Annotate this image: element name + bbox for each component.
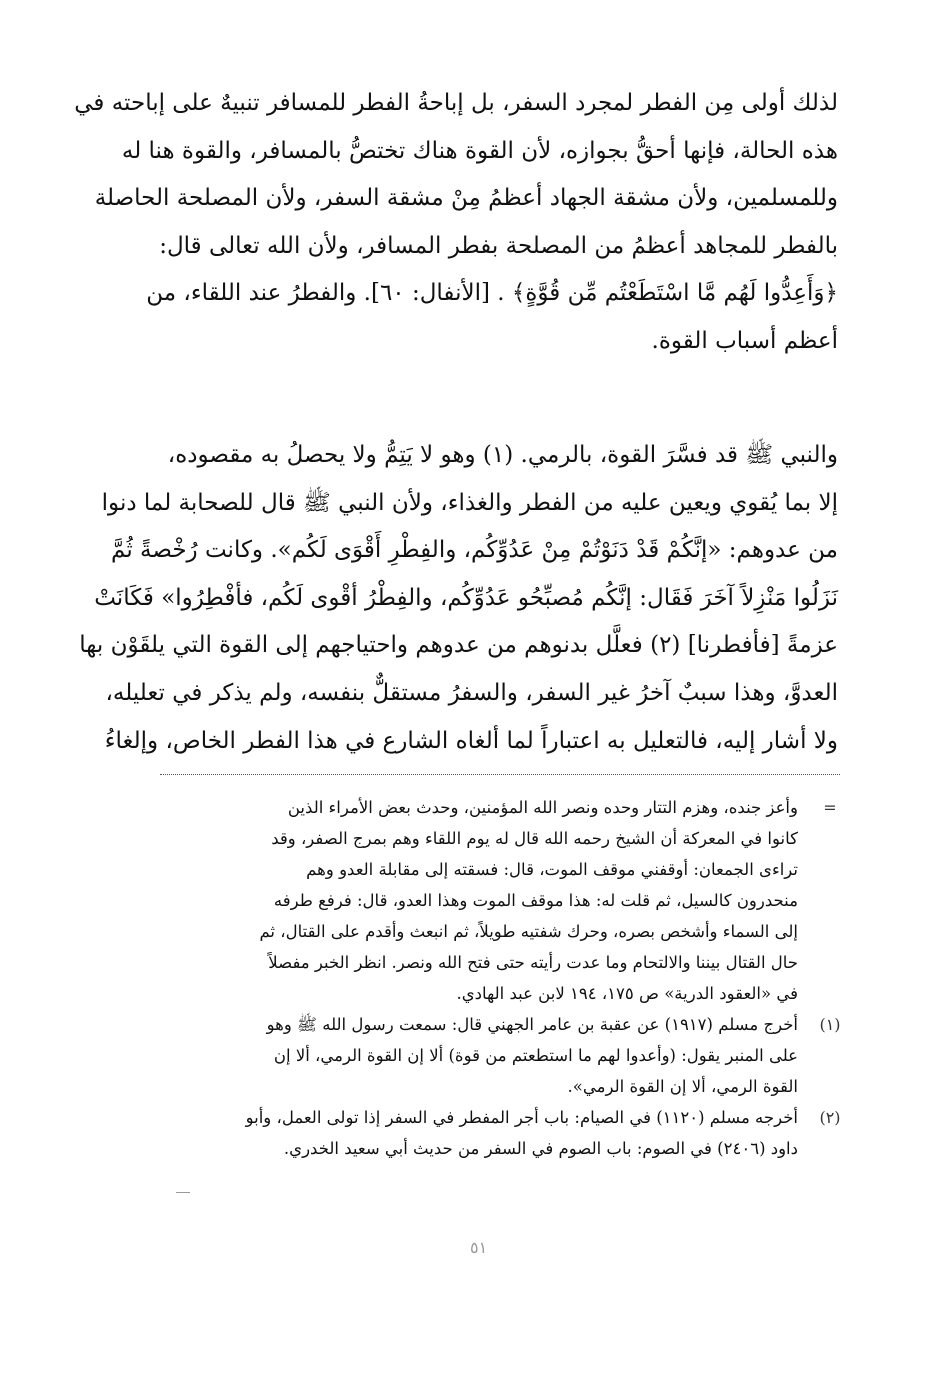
body-paragraph-1 [74,80,838,366]
decorative-dash [176,1192,190,1193]
text-line: والنبي ﷺ قد فسَّرَ القوة، بالرمي. (١) وهو لا يَتِمُّ ولا يحصلُ به مقصوده، [167,442,838,468]
footnote-line: حال القتال بيننا والالتحام وما عدت رأيته حتى فتح الله ونصر. انظر الخبر مفصلاً [268,953,798,972]
text-line: من عدوهم: «إنَّكُمْ قَدْ دَنَوْتُمْ مِنْ عَدُوِّكُم، والفِطْرِ أَقْوَى لَكُم». وكانت رُخْصةً ثُمَّ [111,537,838,564]
text-line: إلا بما يُقوي ويعين عليه من الفطر والغذاء، ولأن النبي ﷺ قال للصحابة لما دنوا [101,489,838,516]
footnote-marker: (٢) [819,1108,841,1127]
text-line: نَزَلُوا مَنْزِلاً آخَرَ فَقَال: إنَّكُم مُصبِّحُو عَدُوِّكُم، والفِطْرُ أقْوى لَكُم، فأفْطِرُوا» فَكَانَتْ [94,584,838,611]
text-line: العدوَّ، وهذا سببٌ آخرُ غير السفر، والسفرُ مستقلٌّ بنفسه، ولم يذكر في تعليله، [105,679,838,706]
page-number: ٥١ [470,1238,488,1257]
footnote-marker: (١) [819,1015,841,1034]
footnote-continued [160,792,850,1009]
footnote-line: أخرج مسلم (١٩١٧) عن عقبة بن عامر الجهني قال: سمعت رسول الله ﷺ وهو [266,1015,798,1034]
footnote-line: على المنبر يقول: (وأعدوا لهم ما استطعتم من قوة) ألا إن القوة الرمي، ألا إن [273,1046,798,1065]
footnote-line: أخرجه مسلم (١١٢٠) في الصيام: باب أجر المفطر في السفر إذا تولى العمل، وأبو [245,1108,798,1127]
text-line: بالفطر للمجاهد أعظمُ من المصلحة بفطر المسافر، ولأن الله تعالى قال: [159,232,838,259]
footnote-1 [160,1009,850,1102]
footnote-line: القوة الرمي، ألا إن القوة الرمي». [567,1077,798,1096]
text-line: عزمةً [فأفطرنا] (٢) فعلَّل بدنوهم من عدوهم واحتياجهم إلى القوة التي يلقَوْن بها [79,632,838,659]
text-line: لذلك أولى مِن الفطر لمجرد السفر، بل إباحةُ الفطر للمسافر تنبيهٌ على إباحته في [74,90,838,116]
text-line: ﴿وَأَعِدُّوا لَهُم مَّا اسْتَطَعْتُم مِّن قُوَّةٍ﴾ . [الأنفال: ٦٠]. والفطرُ عند اللقاء، من [146,280,838,307]
footnote-marker: = [823,798,837,817]
footnote-line: تراءى الجمعان: أوقفني موقف الموت، قال: فسقته إلى مقابلة العدو وهم [306,860,798,879]
body-paragraph-2 [79,432,838,765]
text-line: وللمسلمين، ولأن مشقة الجهاد أعظمُ مِنْ مشقة السفر، ولأن المصلحة الحاصلة [94,185,838,212]
text-line: هذه الحالة، فإنها أحقُّ بجوازه، لأن القوة هناك تختصُّ بالمسافر، والقوة هنا له [121,137,838,164]
footnote-line: داود (٢٤٠٦) في الصوم: باب الصوم في السفر من حديث أبي سعيد الخدري. [283,1139,798,1158]
footnote-line: في «العقود الدرية» ص ١٧٥، ١٩٤ لابن عبد الهادي. [456,984,798,1003]
footnote-line: منحدرون كالسيل، ثم قلت له: هذا موقف الموت وهذا العدو، قال: فرفع طرفه [273,891,798,910]
footnote-line: كانوا في المعركة أن الشيخ رحمه الله قال له يوم اللقاء وهم بمرج الصفر، وقد [271,829,798,848]
footnotes-section [160,792,850,1164]
text-line: أعظم أسباب القوة. [651,327,838,354]
text-line: ولا أشار إليه، فالتعليل به اعتباراً لما ألغاه الشارع في هذا الفطر الخاص، وإلغاءُ [104,727,838,754]
footnote-2 [160,1102,850,1164]
footnote-line: إلى السماء وأشخص بصره، وحرك شفتيه طويلاً، ثم انبعث وأقدم على القتال، ثم [259,922,798,941]
footnote-divider [160,774,840,775]
footnote-line: وأعز جنده، وهزم التتار وحده ونصر الله المؤمنين، وحدث بعض الأمراء الذين [287,798,798,817]
